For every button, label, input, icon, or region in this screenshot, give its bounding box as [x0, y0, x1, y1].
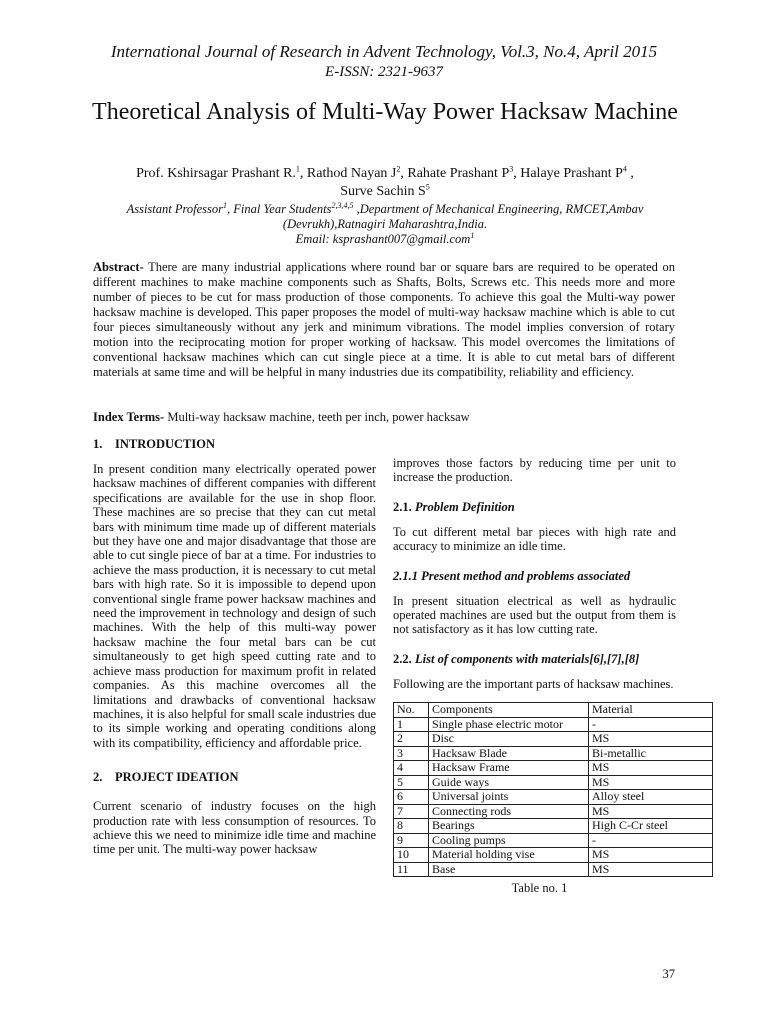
table-cell: -	[589, 833, 713, 848]
table-cell: Hacksaw Blade	[429, 746, 589, 761]
table-row	[394, 804, 713, 819]
table-cell: Disc	[429, 732, 589, 747]
table-row	[394, 862, 713, 877]
table-cell: Base	[429, 862, 589, 877]
journal-line: International Journal of Research in Advent Technology, Vol.3, No.4, April 2015	[110, 42, 658, 61]
index-terms-label: Index Terms-	[93, 410, 165, 424]
table-row	[394, 761, 713, 776]
table-row	[394, 819, 713, 834]
index-terms	[93, 410, 675, 425]
table-row	[394, 717, 713, 732]
journal-header	[0, 41, 768, 83]
table-cell: 4	[394, 761, 429, 776]
table-cell: 6	[394, 790, 429, 805]
table-row	[394, 790, 713, 805]
problem-definition-text: To cut different metal bar pieces with high rate and accuracy to minimize an idle time.	[393, 524, 676, 554]
right-column	[393, 456, 676, 896]
table-cell: MS	[589, 732, 713, 747]
table-header-cell: Material	[589, 703, 713, 718]
table-cell: 2	[394, 732, 429, 747]
table-row	[394, 848, 713, 863]
table-header-cell: Components	[429, 703, 589, 718]
table-cell: Universal joints	[429, 790, 589, 805]
author: Halaye Prashant $P^4$ ,	[520, 164, 634, 181]
table-cell: MS	[589, 848, 713, 863]
subsection-heading-problem-definition: 2.1. Problem Definition	[393, 499, 515, 514]
table-header-cell: No.	[394, 703, 429, 718]
table-cell: Hacksaw Frame	[429, 761, 589, 776]
affiliation: Assistant Professor$^1$, Final Year Students$^{2,3,4,5}$ ,Department of Mechanical Engineering, RMCET,Ambav (Devrukh),Ratnagiri Maharashtra,India. Email: ksprashant007@gmail.com$^1$	[126, 200, 644, 246]
table-cell: Material holding vise	[429, 848, 589, 863]
author-email: Email: ksprashant007@gmail.com$^1$	[295, 230, 475, 246]
table-cell: Bi-metallic	[589, 746, 713, 761]
author: Prof. Kshirsagar Prashant R.$^1$,	[136, 164, 307, 181]
components-table	[393, 702, 713, 877]
subsection-heading-present-method: 2.1.1 Present method and problems associated	[393, 568, 631, 583]
project-ideation-text: Current scenario of industry focuses on the high production rate with less consumption of resources. To achieve this we need to minimize idle time and machine time per unit. The multi-way power hacksaw	[93, 799, 376, 857]
table-cell: High C-Cr steel	[589, 819, 713, 834]
table-cell: 5	[394, 775, 429, 790]
abstract	[93, 260, 675, 380]
table-cell: 8	[394, 819, 429, 834]
author: Surve Sachin $S^5$	[340, 182, 430, 199]
table-cell: Alloy steel	[589, 790, 713, 805]
table-cell: 10	[394, 848, 429, 863]
table-cell: Connecting rods	[429, 804, 589, 819]
table-row	[394, 833, 713, 848]
section-heading-introduction: 1. INTRODUCTION	[93, 437, 216, 451]
table-cell: 9	[394, 833, 429, 848]
author-list	[100, 165, 670, 201]
table-cell: Guide ways	[429, 775, 589, 790]
left-column	[93, 436, 376, 857]
table-cell: MS	[589, 775, 713, 790]
index-terms-text: Multi-way hacksaw machine, teeth per inch, power hacksaw	[164, 410, 470, 424]
journal-issn: E-ISSN: 2321-9637	[325, 64, 443, 80]
present-method-text: In present situation electrical as well as hydraulic operated machines are used but the output from them is not satisfactory as it has low cutting rate.	[393, 593, 676, 637]
table-cell: 11	[394, 862, 429, 877]
project-ideation-continued: improves those factors by reducing time per unit to increase the production.	[393, 456, 676, 485]
table-row	[394, 732, 713, 747]
table-cell: MS	[589, 862, 713, 877]
section-heading-project-ideation: 2. PROJECT IDEATION	[93, 770, 239, 785]
table-cell: Single phase electric motor	[429, 717, 589, 732]
author: Rathod Nayan $J^2$,	[306, 164, 408, 181]
subsection-heading-components: 2.2. List of components with materials[6],[7],[8]	[393, 651, 640, 666]
table-cell: 7	[394, 804, 429, 819]
author: Rahate Prashant $P^3$,	[407, 164, 521, 181]
table-header-row	[394, 703, 713, 718]
introduction-text: In present condition many electrically operated power hacksaw machines of different companies with different specifications are available for the use in shop floor. These machines are so precise that they can cut metal bars with minimum time made up of different materials but they have one and major disadvantage that those are able to cut single piece of bar at a time. For industries to achieve the mass production, it is necessary to cut metal bars with high rate. So it is impossible to depend upon conventional single frame power hacksaw machines and need the improvement in technology and design of such machines. With the help of this multi-way power hacksaw machine the four metal bars can be cut simultaneously to get high speed cutting rate and to achieve mass production for maximum profit in related companies. As this machine overcomes all the limitations and drawbacks of conventional hacksaw machines, it is also helpful for small scale industries due to its simple working and operating conditions along with its compatibility, efficiency and affordable price.	[93, 462, 376, 750]
paper-title: Theoretical Analysis of Multi-Way Power Hacksaw Machine	[92, 99, 678, 125]
table-cell: Bearings	[429, 819, 589, 834]
table-caption: Table no. 1	[511, 881, 568, 896]
table-row	[394, 746, 713, 761]
abstract-label: Abstract-	[93, 260, 144, 274]
components-intro-text: Following are the important parts of hacksaw machines.	[393, 676, 674, 691]
abstract-text: There are many industrial applications where round bar or square bars are required to be operated on different machines to make machine components such as Shafts, Bolts, Screws etc. This needs more and more number of pieces to be cut for mass production of those components. To achieve this goal the Multi-way power hacksaw machine is developed. This paper proposes the model of multi-way hacksaw machine which is able to cut four pieces simultaneously without any jerk and minimum vibrations. The model implies conversion of rotary motion into the reciprocating motion for proper working of hacksaw. This model overcomes the limitations of conventional hacksaw machines which can cut single piece at a time. It is able to cut metal bars of different materials at same time and will be helpful in many industries due its compatibility, reliability and efficiency.	[93, 260, 675, 379]
table-cell: 3	[394, 746, 429, 761]
table-cell: 1	[394, 717, 429, 732]
table-cell: MS	[589, 804, 713, 819]
table-cell: -	[589, 717, 713, 732]
table-row	[394, 775, 713, 790]
table-cell: Cooling pumps	[429, 833, 589, 848]
page-number: 37	[662, 967, 675, 981]
table-cell: MS	[589, 761, 713, 776]
